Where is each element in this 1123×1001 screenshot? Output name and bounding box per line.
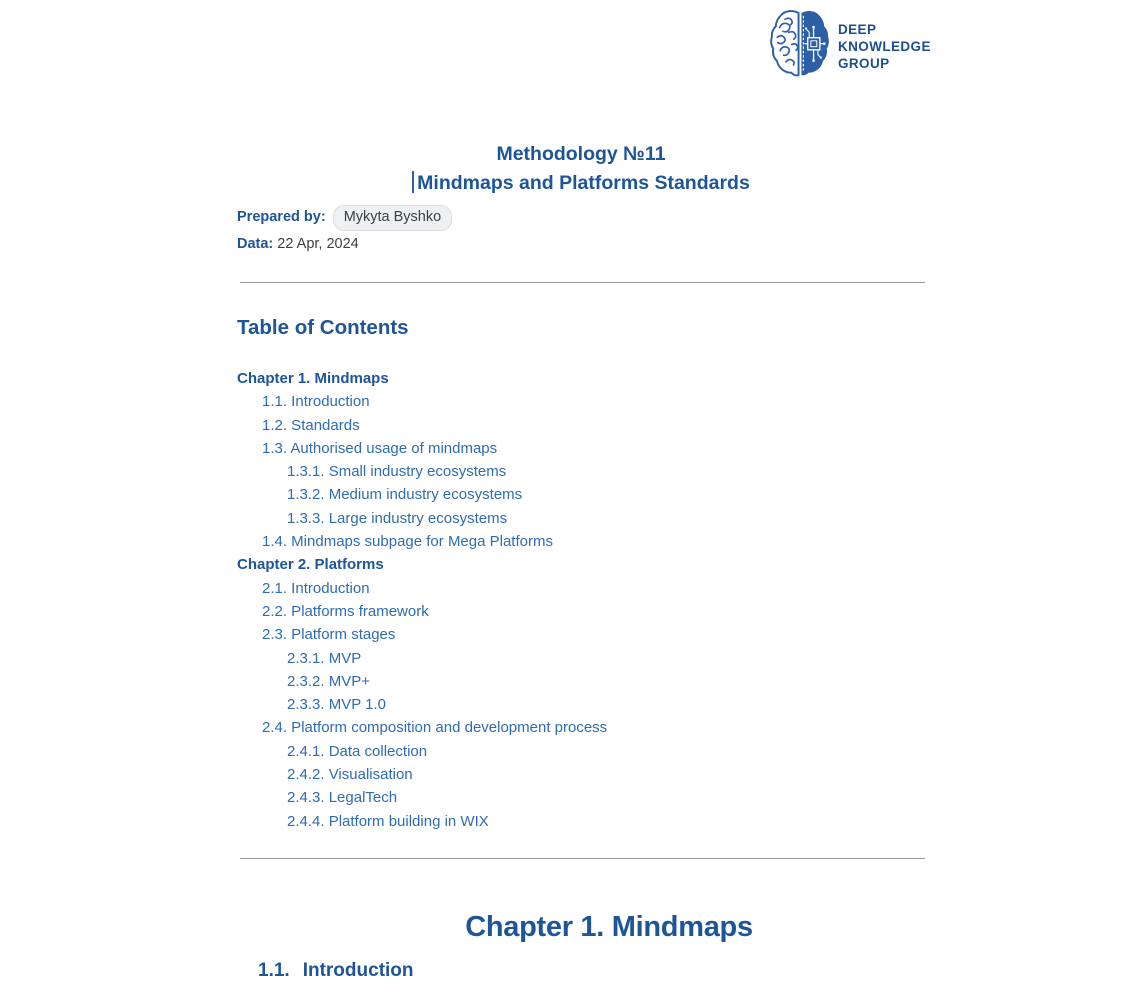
logo-line-group: GROUP	[838, 56, 890, 71]
document-title	[237, 140, 925, 198]
toc-item[interactable]: 2.4.2. Visualisation	[287, 766, 413, 784]
toc-item[interactable]: 1.1. Introduction	[262, 393, 370, 411]
toc-item[interactable]: 1.2. Standards	[262, 416, 360, 434]
toc-item[interactable]: Chapter 2. Platforms	[237, 556, 384, 574]
divider-top	[240, 282, 925, 283]
toc-list	[237, 367, 607, 833]
doc-title-line2: Mindmaps and Platforms Standards	[237, 169, 925, 198]
toc-item[interactable]: 2.2. Platforms framework	[262, 602, 429, 620]
toc-item[interactable]: 2.4.1. Data collection	[287, 742, 428, 760]
date-row	[237, 234, 452, 255]
logo-line-deep: DEEP	[838, 22, 877, 37]
section-title: Introduction	[302, 960, 414, 981]
date-label: Data:	[237, 236, 274, 252]
toc-item[interactable]: Chapter 1. Mindmaps	[237, 370, 389, 387]
dkg-logo	[769, 8, 931, 85]
toc-item[interactable]: 2.3.3. MVP 1.0	[287, 696, 386, 714]
section-heading	[258, 960, 414, 982]
toc-item[interactable]: 2.3. Platform stages	[262, 626, 396, 644]
logo-line-knowledge: KNOWLEDGE	[838, 39, 931, 54]
date-value: 22 Apr, 2024	[277, 236, 359, 252]
toc-heading: Table of Contents	[237, 316, 409, 339]
toc-item[interactable]: 2.4.3. LegalTech	[287, 789, 398, 807]
toc-item[interactable]: 2.4.4. Platform building in WIX	[287, 812, 489, 830]
prepared-by-row	[237, 205, 452, 231]
toc-item[interactable]: 1.3.1. Small industry ecosystems	[287, 463, 507, 481]
toc-item[interactable]: 2.4. Platform composition and development process	[262, 719, 608, 737]
chapter-heading: Chapter 1. Mindmaps	[465, 911, 753, 943]
toc-item[interactable]: 1.3.2. Medium industry ecosystems	[287, 486, 523, 504]
section-number: 1.1.	[258, 960, 290, 981]
toc-item[interactable]: 1.4. Mindmaps subpage for Mega Platforms	[262, 533, 553, 551]
doc-title-line1: Methodology №11	[496, 143, 666, 165]
document-meta	[237, 205, 452, 258]
toc-item[interactable]: 2.1. Introduction	[262, 579, 370, 597]
toc-item[interactable]: 1.3.3. Large industry ecosystems	[287, 509, 508, 527]
dkg-logo-wordmark	[838, 21, 931, 72]
text-cursor-caret	[412, 171, 414, 193]
toc-item[interactable]: 2.3.1. MVP	[287, 649, 362, 667]
toc-item[interactable]: 2.3.2. MVP+	[287, 672, 370, 690]
divider-bottom	[240, 858, 925, 859]
prepared-by-label: Prepared by:	[237, 209, 326, 225]
brain-icon	[769, 8, 831, 85]
person-chip[interactable]: Mykyta Byshko	[333, 205, 453, 231]
toc-item[interactable]: 1.3. Authorised usage of mindmaps	[262, 439, 498, 457]
